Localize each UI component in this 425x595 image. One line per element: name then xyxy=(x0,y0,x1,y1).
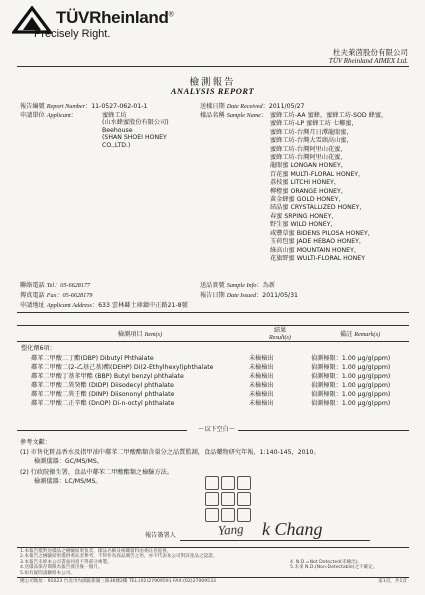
company-name-en: TÜV Rheinland AIMEX Ltd. xyxy=(328,57,408,65)
handwritten-signature: k Chang xyxy=(262,519,323,539)
row-item: 鄰苯二甲酸二正辛酯 (DnOP) Di-n-octyl phthalate xyxy=(31,399,175,407)
footer-bottom-rule xyxy=(17,577,409,578)
sample-info-line: 送品實號 Sample Info：為新 xyxy=(200,282,276,289)
row-item: 鄰苯二甲酸丁基苯甲酯 (BBP) Butyl benzyl phthalate xyxy=(31,372,184,380)
footer-notes: 1.本報告僅對送樣品之檢驗結果負責，樣品名稱及相關資料由委託者提供。 2.本報告之檢驗結果僅供委託者參考，不得作為商品廣告之用，亦不代表本公司對該產品之認證。 3.本報告未經本公司書面同意不得部分複製。 4.送樣品保存期限為報告發出後一個月。 5.如有疑問請聯絡本公司。 xyxy=(20,549,218,576)
brand-tagline: Precisely Right. xyxy=(34,28,111,40)
table-row xyxy=(17,362,409,371)
table-row xyxy=(17,389,409,398)
results-table xyxy=(17,325,409,407)
signatory-label: 報告簽署人 xyxy=(145,532,176,539)
table-row xyxy=(17,371,409,380)
address-line: 申請地址 Applicant Address：633 雲林縣土庫鎮中正路21-8號 xyxy=(20,302,188,309)
page-number: 第1頁，共1頁 xyxy=(378,579,407,584)
row-item: 鄰苯二甲酸二丁酯(DBP) Dibutyl Phthalate xyxy=(31,354,154,362)
row-result: 未檢檢出 xyxy=(249,390,274,398)
end-rule-left xyxy=(17,430,187,431)
row-remark: 偵測極限：1.00 μg/g(ppm) xyxy=(311,372,391,380)
tel-line: 聯絡電話 Tel：05-6628177 xyxy=(20,282,91,289)
report-number-line: 報告編號 Report Number：11-0527-062-01-1 xyxy=(20,103,148,110)
row-remark: 偵測極限：1.00 μg/g(ppm) xyxy=(311,390,391,398)
company-seal-stamp xyxy=(205,476,265,526)
footer-address: 總公司地址：91023 台北市內湖區新湖三路36號2樓 TEL:(02)27909591 FAX:(02)27909533 xyxy=(20,579,216,584)
row-item: 鄰苯二甲酸二異癸酯 (DIDP) Diisodecyl phthalate xyxy=(31,381,174,389)
table-header-row xyxy=(17,326,409,342)
table-row xyxy=(17,398,409,407)
footer-abbreviations: 4. N.D.=Not Detected(未檢出)。 5.未來 N.D.(Non-Detectable)之不確定。 xyxy=(290,560,378,571)
reference-method: 檢測儀器：LC/MS/MS。 xyxy=(34,478,102,485)
date-received-line: 送樣日期 Date Received：2011/05/27 xyxy=(200,103,305,110)
row-item: 鄰苯二甲酸二異壬酯 (DINP) Diisononyl phthalate xyxy=(31,390,175,398)
row-result: 未檢檢出 xyxy=(249,399,274,407)
fax-line: 傳真電話 Fax：05-6628179 xyxy=(20,292,93,299)
header-divider xyxy=(17,66,409,67)
report-title-en: ANALYSIS REPORT xyxy=(170,86,255,96)
row-result: 未檢檢出 xyxy=(249,363,274,371)
applicant-label: 申請單位 Applicant： xyxy=(20,112,77,119)
row-result: 未檢檢出 xyxy=(249,381,274,389)
references-label: 參考文獻： xyxy=(20,439,51,446)
group-label: 塑化劑6項： xyxy=(21,344,56,352)
reference-item: (2) 行政院衛生署，食品中鄰苯二甲酸酯類之檢驗方法。 xyxy=(20,469,174,476)
row-result: 未檢檢出 xyxy=(249,372,274,380)
row-remark: 偵測極限：1.00 μg/g(ppm) xyxy=(311,381,391,389)
brand-name: TÜVRheinland® xyxy=(56,8,174,27)
sample-name-label: 樣品名稱 Sample Name： xyxy=(200,112,268,119)
row-item: 鄰苯二甲酸二(2-乙基己基)酯(DEHP) Di(2-Ethylhexyl)phthalate xyxy=(31,363,214,371)
company-name-cn: 杜夫萊茵股份有限公司 xyxy=(333,48,408,57)
header-result: 結果 Result(s) xyxy=(249,326,311,342)
sample-name-list: 蜜蜂工坊-AA 蜜蜂，蜜蜂工坊-SOD 蜂蜜， 蜜蜂工坊-LP 蜜蜂工坊 七椰蜜， 蜜蜂工坊-台灣月日潭龍眼蜜， 蜜蜂工坊-台灣大雪頭高山蜜， 蜜蜂工坊-台灣阿里山花蜜， 蜜蜂工坊-台灣阿里山花蜜， 龍眼蜜 LONGAN HONEY， 百花蜜 MULTI-FLORAL HONEY， 荔枝蜜 LITCHI HONEY， 柳橙蜜 ORANGE HONEY， 黃金蜂蜜 GOLD HONEY， 結晶蜜 CRYSTALLIZED HONEY， 春蜜 SRPING HONEY， 野生蜜 WILD HONEY， 咸豐草蜜 BIDENS PILOSA HONEY， 玉荷包蜜 JADE HEBAO HONEY， 綠高山蜜 MOUNTAIN HONEY， 花旗野蜜 WULTI-FLORAL HONEY xyxy=(270,112,388,262)
footer-divider xyxy=(17,547,409,548)
report-title-cn: 檢測報告 xyxy=(189,77,236,88)
signature-line xyxy=(180,540,370,541)
row-result: 未檢檢出 xyxy=(249,354,274,362)
reference-method: 檢測儀器：GC/MS/MS。 xyxy=(34,458,103,465)
table-row xyxy=(17,380,409,389)
row-remark: 偵測極限：1.00 μg/g(ppm) xyxy=(311,363,391,371)
row-remark: 偵測極限：1.00 μg/g(ppm) xyxy=(311,399,391,407)
row-remark: 偵測極限：1.00 μg/g(ppm) xyxy=(311,354,391,362)
reference-item: (1) 市售化粧品香水及指甲油中鄰苯二甲酸酯類含量分之品質監測，食品藥物研究年報，1:140-145，2010。 xyxy=(20,449,320,456)
date-issued-line: 報告日期 Date Issued：2011/05/31 xyxy=(200,292,298,299)
header-item: 檢測項目 Item(s) xyxy=(17,326,249,342)
end-rule-right xyxy=(238,430,409,431)
table-row xyxy=(17,353,409,362)
applicant-block: 蜜蜂工坊 (山水蜂蜜股份有限公司) Beehouse (SHAN SHOEI HONEY CO.,LTD.) xyxy=(102,112,169,149)
header-remark: 備註 Remark(s) xyxy=(311,326,409,342)
end-of-table-text: ～以下空白～ xyxy=(198,426,236,433)
info-divider xyxy=(17,312,409,313)
signature-initials: Yang xyxy=(217,521,245,538)
